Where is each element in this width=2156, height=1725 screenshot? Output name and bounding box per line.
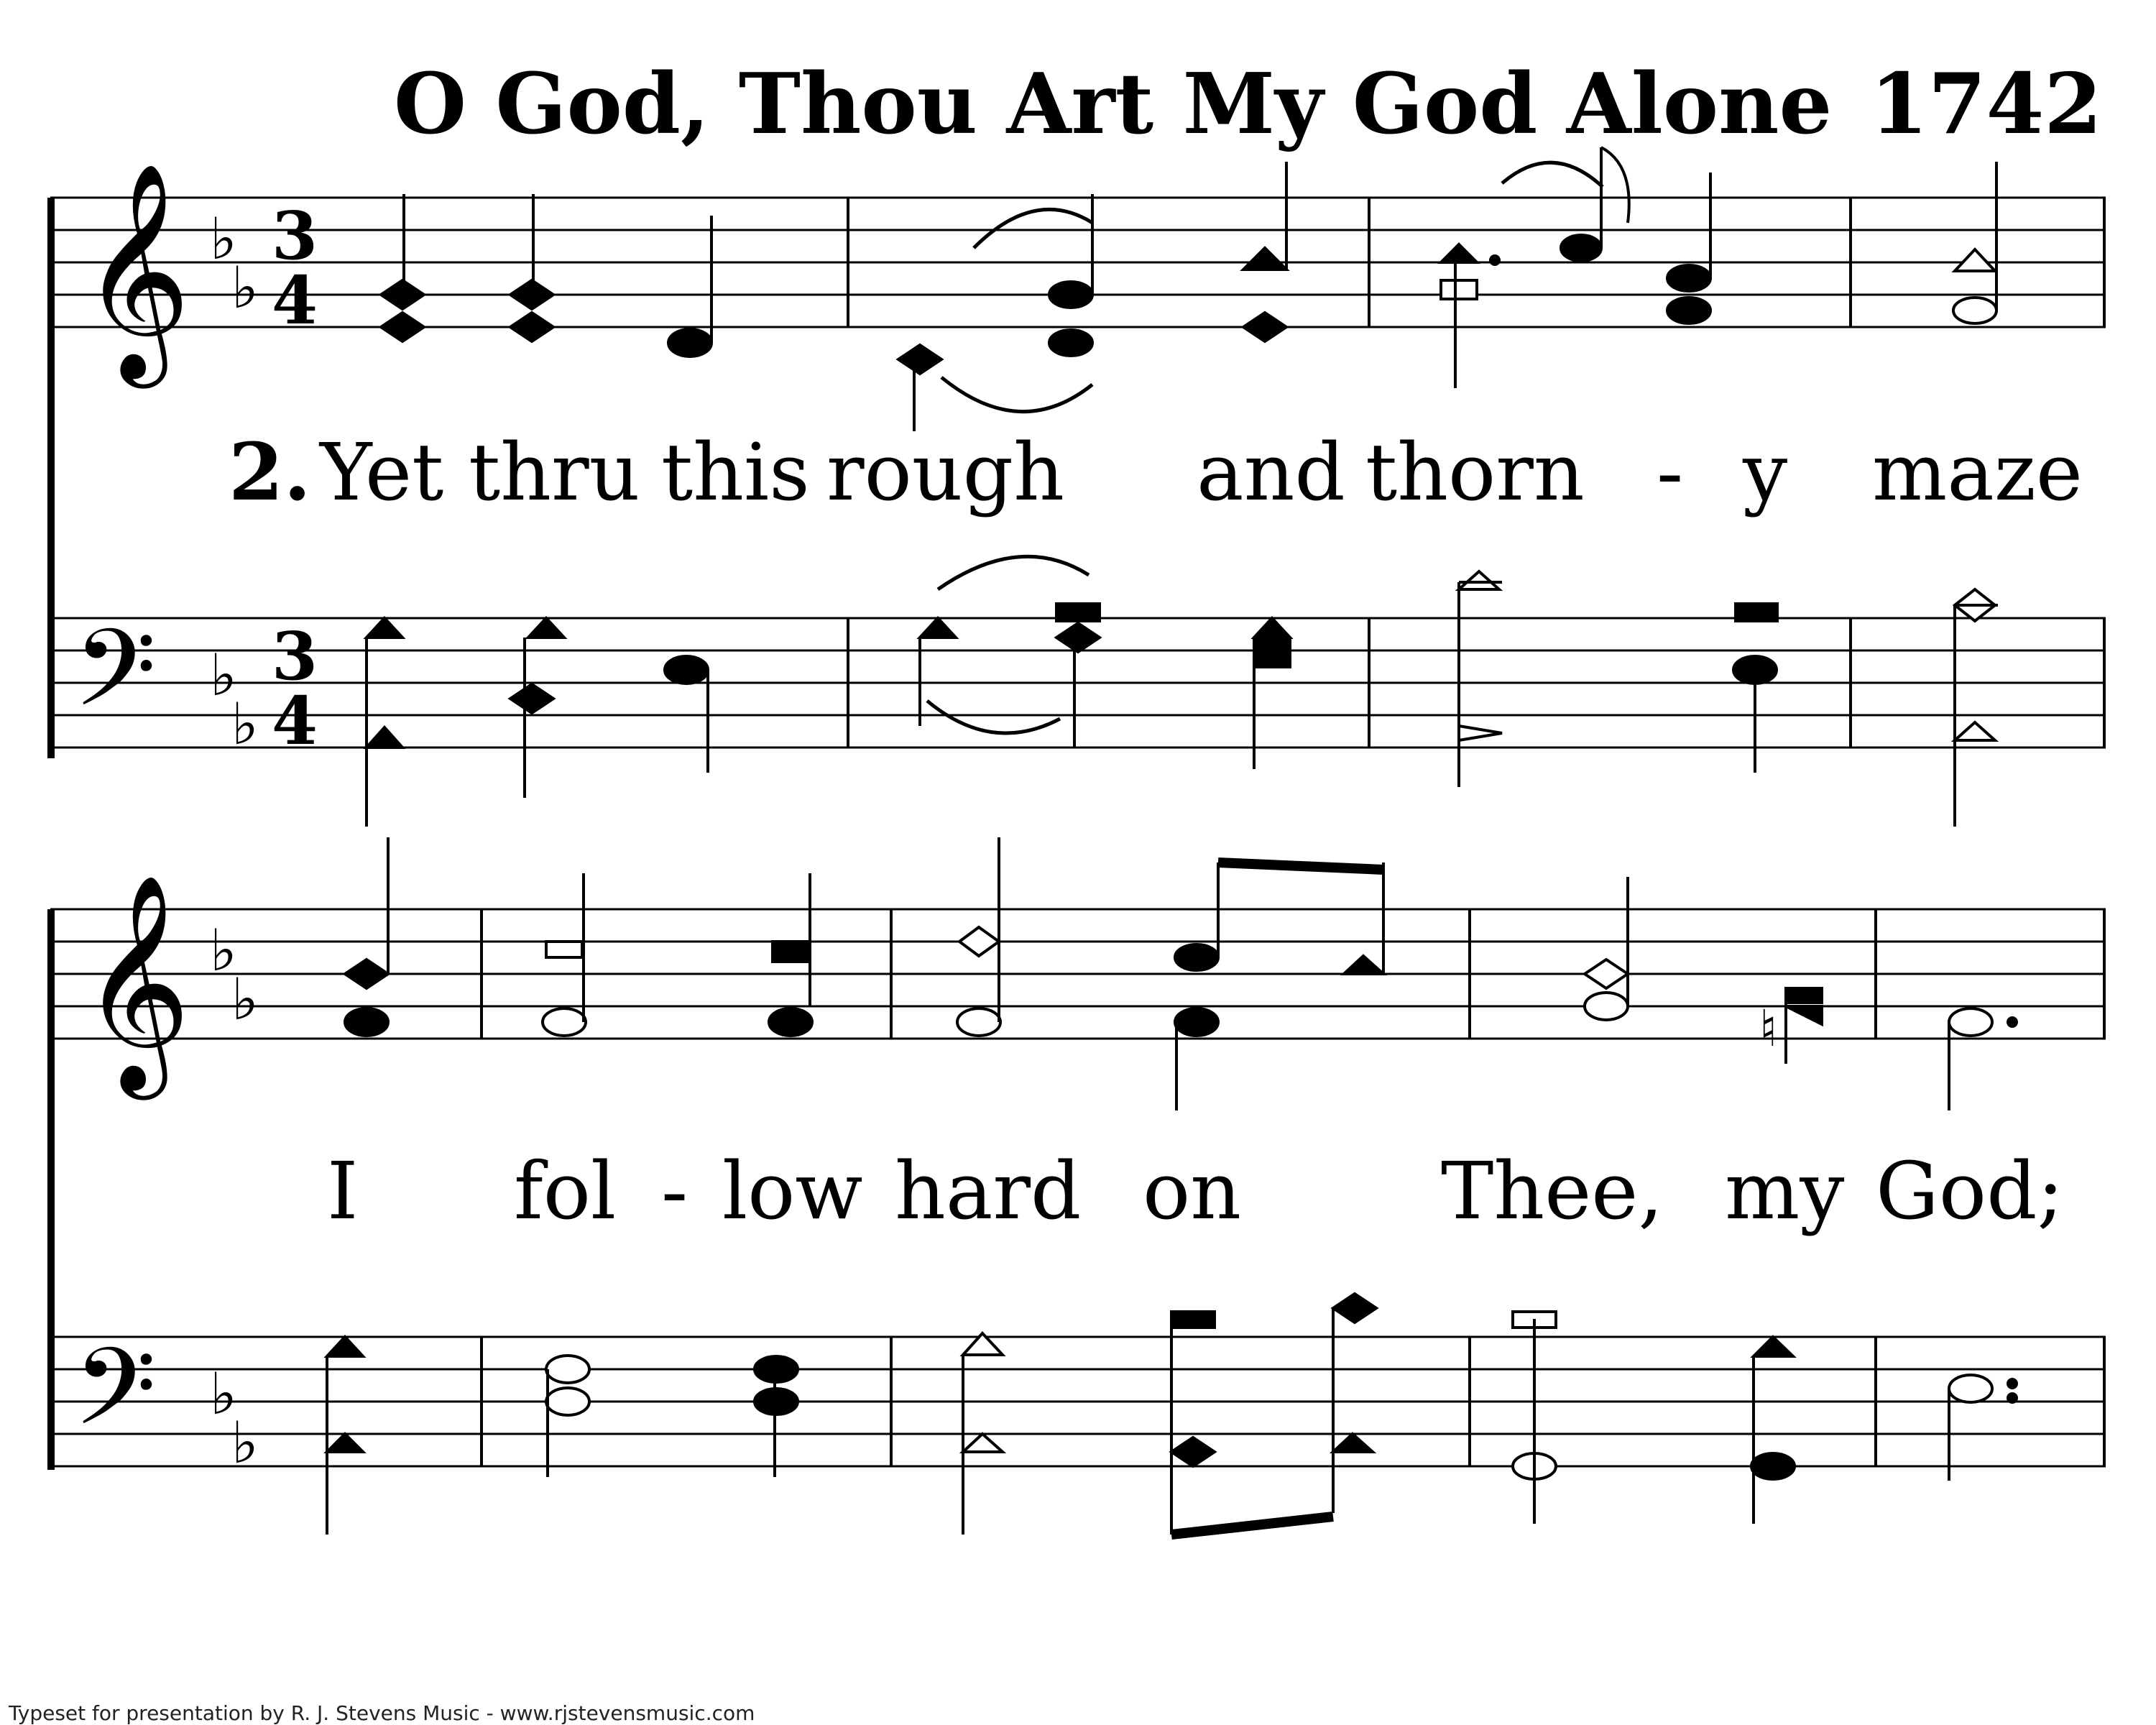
bass-notes-1 [367,571,1998,827]
treble-clef-icon: 𝄞 [80,873,191,1090]
lyric-syllable: my [1725,1145,1845,1237]
slurs-treble-1 [941,162,1603,411]
lyric-syllable: and [1197,426,1345,518]
time-signature-top: 3 [272,617,318,695]
footer-credit: Typeset for presentation by R. J. Stevens Music - www.rjstevensmusic.com [9,1701,755,1725]
treble-notes-1 [381,147,1996,431]
lyric-syllable: rough [826,426,1064,518]
lyrics-line-2 [327,1145,2064,1237]
lyric-hyphen: - [1657,426,1684,518]
lyrics-line-1 [229,426,2083,518]
slurs-bass-1 [927,556,1089,733]
verse-number: 2. [229,426,311,518]
lyric-hyphen: - [661,1145,688,1237]
lyric-syllable: this [661,426,810,518]
lyric-syllable: Thee, [1441,1145,1664,1237]
system-barline-left [47,198,55,758]
lyric-syllable: thru [469,426,640,518]
flat-icon: ♭ [231,1409,259,1476]
natural-icon: ♮ [1759,999,1778,1058]
lyric-syllable: I [327,1145,359,1237]
bass-clef-icon: 𝄢 [73,1325,157,1476]
flat-icon: ♭ [231,966,259,1033]
system-1 [47,147,2106,827]
bass-notes-2 [327,1294,2017,1535]
flat-icon: ♭ [231,691,259,758]
treble-clef-icon: 𝄞 [80,162,191,379]
flat-icon: ♭ [231,254,259,321]
lyric-syllable: thorn [1365,426,1585,518]
lyric-syllable: God; [1876,1145,2064,1237]
flat-icon: ♭ [210,206,237,272]
time-signature-top: 3 [272,197,318,275]
hymn-number: 1742 [1870,55,2102,153]
system-barline-left [47,909,55,1470]
flat-icon: ♭ [210,917,237,984]
lyric-syllable: hard [895,1145,1082,1237]
hymn-title: O God, Thou Art My God Alone [394,55,1833,153]
lyric-syllable: y [1743,426,1788,518]
lyric-syllable: on [1143,1145,1242,1237]
time-signature-bottom: 4 [272,262,318,339]
flat-icon: ♭ [210,642,237,709]
flat-icon: ♭ [210,1361,237,1427]
bass-clef-icon: 𝄢 [73,607,157,757]
lyric-syllable: low [722,1145,863,1237]
lyric-syllable: fol [514,1145,617,1237]
system-2 [47,837,2106,1535]
lyric-syllable: maze [1872,426,2083,518]
note-head [381,313,424,341]
lyric-syllable: Yet [320,426,444,518]
time-signature-bottom: 4 [272,682,318,760]
